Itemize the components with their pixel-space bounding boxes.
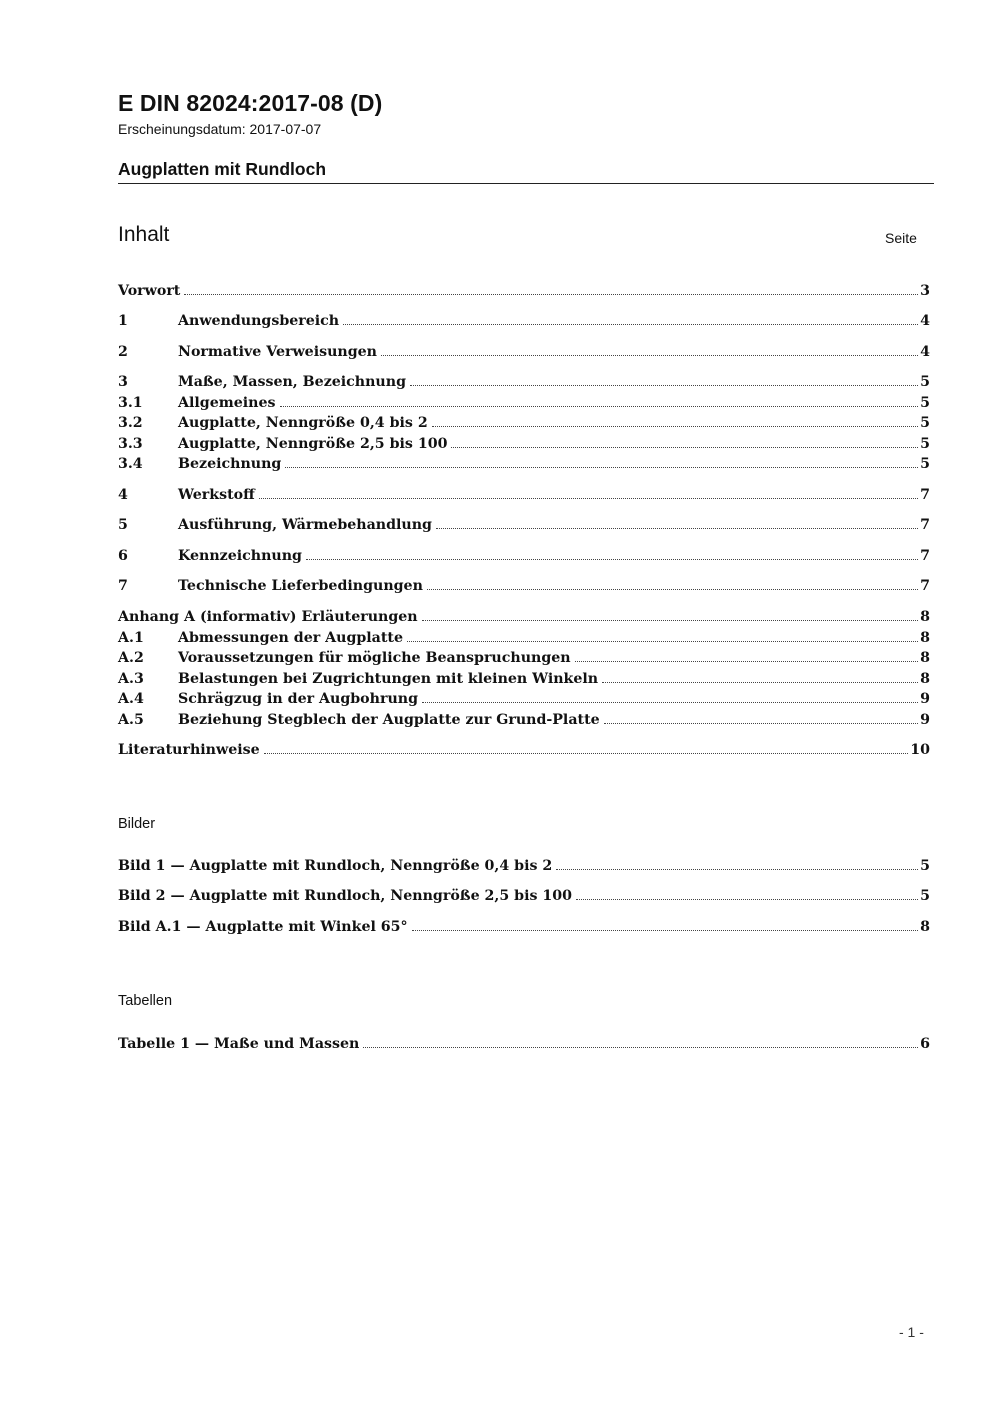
- dot-leader: [410, 384, 918, 386]
- figure-entry[interactable]: [118, 884, 930, 904]
- toc-entry[interactable]: [118, 667, 930, 687]
- toc-entry-page: 4: [920, 313, 930, 329]
- table-entry[interactable]: [118, 1032, 930, 1052]
- toc-entry-number: 3.1: [118, 395, 143, 411]
- dot-leader: [556, 868, 918, 870]
- figures-heading: Bilder: [118, 816, 156, 832]
- toc-entry-number: 1: [118, 313, 128, 329]
- dot-leader: [280, 405, 919, 407]
- toc-entry-text: Vorwort: [118, 283, 181, 299]
- toc-heading: Inhalt: [118, 223, 170, 246]
- toc-entry-number: A.5: [118, 712, 144, 728]
- toc-entry-text: Kennzeichnung: [178, 548, 302, 564]
- toc-entry[interactable]: [118, 574, 930, 594]
- toc-entry[interactable]: [118, 483, 930, 503]
- dot-leader: [343, 323, 918, 325]
- toc-entry-page: 3: [920, 283, 930, 299]
- toc-entry-page: 8: [920, 650, 930, 666]
- dot-leader: [407, 640, 918, 642]
- toc-entry-text: Augplatte, Nenngröße 0,4 bis 2: [178, 415, 428, 431]
- toc-entry-page: 8: [920, 630, 930, 646]
- toc-entry-number: 6: [118, 548, 128, 564]
- toc-entry-text: Literaturhinweise: [118, 742, 260, 758]
- toc-entry[interactable]: [118, 626, 930, 646]
- figure-entry-text: Bild 2 — Augplatte mit Rundloch, Nenngröße 2,5 bis 100: [118, 888, 573, 904]
- dot-leader: [575, 660, 919, 662]
- toc-entry-page: 5: [920, 415, 930, 431]
- toc-entry-page: 10: [910, 742, 930, 758]
- dot-leader: [422, 701, 918, 703]
- document-id: E DIN 82024:2017-08 (D): [118, 90, 383, 116]
- toc-entry-page: 7: [920, 517, 930, 533]
- toc-entry-number: 4: [118, 487, 128, 503]
- toc-entry-number: A.1: [118, 630, 144, 646]
- toc-entry-text: Ausführung, Wärmebehandlung: [178, 517, 432, 533]
- toc-entry-page: 5: [920, 436, 930, 452]
- table-entry-page: 6: [920, 1036, 930, 1052]
- dot-leader: [432, 425, 918, 427]
- dot-leader: [363, 1046, 918, 1048]
- toc-entry-page: 5: [920, 456, 930, 472]
- toc-entry[interactable]: [118, 452, 930, 472]
- toc-entry-page: 7: [920, 548, 930, 564]
- toc-entry-text: Beziehung Stegblech der Augplatte zur Grund-Platte: [178, 712, 600, 728]
- figure-entry-text: Bild A.1 — Augplatte mit Winkel 65°: [118, 919, 408, 935]
- dot-leader: [422, 619, 919, 621]
- toc-entry-text: Abmessungen der Augplatte: [178, 630, 404, 646]
- toc-entry[interactable]: [118, 544, 930, 564]
- toc-entry-number: 3.4: [118, 456, 143, 472]
- document-title: Augplatten mit Rundloch: [118, 159, 327, 179]
- toc-entry-page: 9: [920, 691, 930, 707]
- page-number: - 1 -: [899, 1324, 924, 1340]
- figure-entry-text: Bild 1 — Augplatte mit Rundloch, Nenngröße 0,4 bis 2: [118, 858, 553, 874]
- toc-entry-text: Anwendungsbereich: [178, 313, 340, 329]
- toc-entry[interactable]: [118, 687, 930, 707]
- title-divider: [118, 183, 934, 184]
- toc-entry-number: A.4: [118, 691, 144, 707]
- toc-entry-text: Bezeichnung: [178, 456, 282, 472]
- toc-entry-number: 7: [118, 578, 128, 594]
- figure-entry-page: 5: [920, 858, 930, 874]
- toc-entry-text: Technische Lieferbedingungen: [178, 578, 423, 594]
- dot-leader: [264, 752, 909, 754]
- toc-entry[interactable]: [118, 279, 930, 299]
- publication-date: Erscheinungsdatum: 2017-07-07: [118, 121, 322, 137]
- toc-entry[interactable]: [118, 309, 930, 329]
- figure-entry-page: 8: [920, 919, 930, 935]
- dot-leader: [259, 497, 918, 499]
- toc-entry-number: 5: [118, 517, 128, 533]
- dot-leader: [451, 446, 918, 448]
- toc-entry-page: 4: [920, 344, 930, 360]
- toc-entry-page: 5: [920, 395, 930, 411]
- dot-leader: [306, 558, 918, 560]
- dot-leader: [381, 354, 918, 356]
- toc-entry-text: Augplatte, Nenngröße 2,5 bis 100: [178, 436, 448, 452]
- dot-leader: [427, 588, 918, 590]
- toc-entry-page: 8: [920, 671, 930, 687]
- toc-entry-text: Schrägzug in der Augbohrung: [178, 691, 418, 707]
- toc-entry[interactable]: [118, 340, 930, 360]
- dot-leader: [285, 466, 918, 468]
- tables-heading: Tabellen: [118, 993, 173, 1009]
- table-entry-text: Tabelle 1 — Maße und Massen: [118, 1036, 360, 1052]
- figure-entry-page: 5: [920, 888, 930, 904]
- dot-leader: [576, 898, 918, 900]
- toc-entry-number: A.3: [118, 671, 144, 687]
- toc-entry-number: 3: [118, 374, 128, 390]
- dot-leader: [412, 929, 918, 931]
- toc-entry-text: Maße, Massen, Bezeichnung: [178, 374, 406, 390]
- dot-leader: [436, 527, 918, 529]
- toc-entry[interactable]: [118, 738, 930, 758]
- toc-entry[interactable]: [118, 432, 930, 452]
- toc-entry[interactable]: [118, 708, 930, 728]
- toc-entry-text: Allgemeines: [178, 395, 276, 411]
- toc-entry-number: 3.3: [118, 436, 143, 452]
- toc-entry-text: Anhang A (informativ) Erläuterungen: [118, 609, 418, 625]
- toc-entry-text: Voraussetzungen für mögliche Beanspruchungen: [178, 650, 571, 666]
- toc-entry-page: 8: [920, 609, 930, 625]
- toc-entry-page: 7: [920, 487, 930, 503]
- toc-entry[interactable]: [118, 513, 930, 533]
- toc-entry[interactable]: [118, 370, 930, 390]
- figure-entry[interactable]: [118, 854, 930, 874]
- toc-entry-number: 2: [118, 344, 128, 360]
- toc-entry[interactable]: [118, 646, 930, 666]
- toc-entry[interactable]: [118, 605, 930, 625]
- toc-entry-text: Werkstoff: [178, 487, 255, 503]
- toc-entry[interactable]: [118, 411, 930, 431]
- toc-entry-number: A.2: [118, 650, 144, 666]
- dot-leader: [602, 681, 918, 683]
- toc-entry-number: 3.2: [118, 415, 143, 431]
- toc-entry-text: Normative Verweisungen: [178, 344, 377, 360]
- toc-entry-page: 7: [920, 578, 930, 594]
- toc-entry[interactable]: [118, 391, 930, 411]
- dot-leader: [604, 722, 918, 724]
- toc-entry-page: 9: [920, 712, 930, 728]
- toc-entry-text: Belastungen bei Zugrichtungen mit kleinen Winkeln: [178, 671, 599, 687]
- toc-page-column-label: Seite: [885, 230, 917, 246]
- figure-entry[interactable]: [118, 915, 930, 935]
- toc-entry-page: 5: [920, 374, 930, 390]
- dot-leader: [184, 293, 918, 295]
